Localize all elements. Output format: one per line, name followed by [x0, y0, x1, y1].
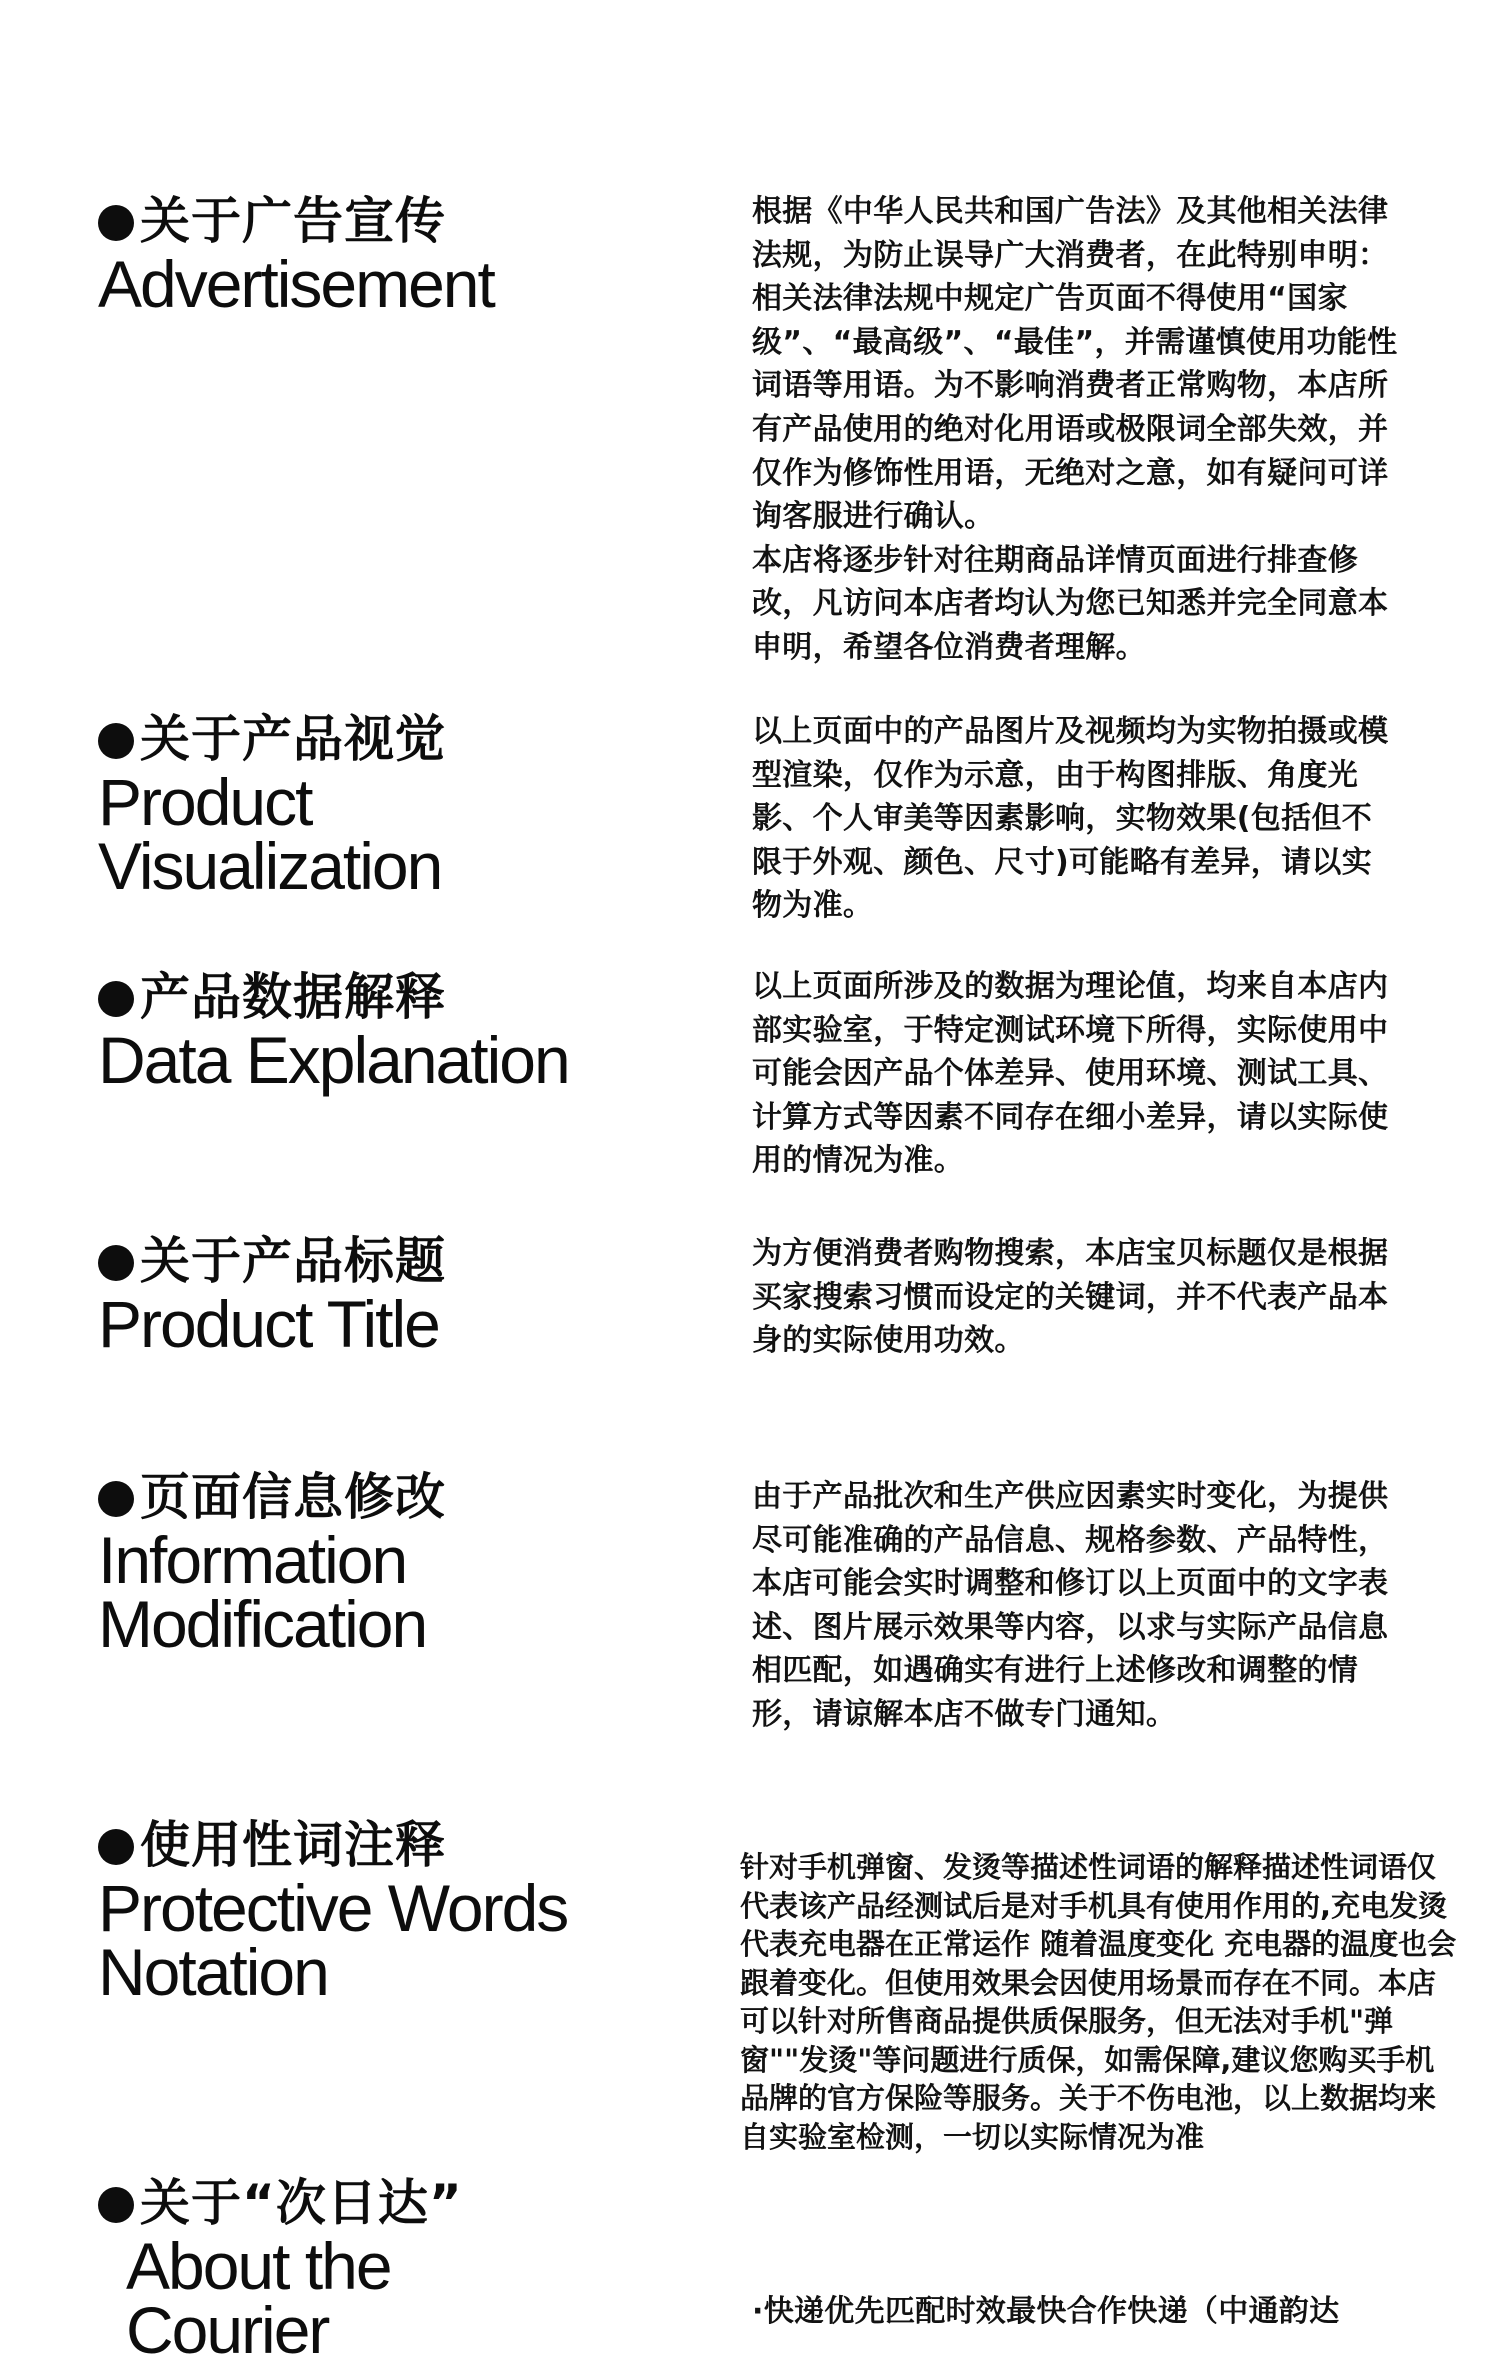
- body-paragraph: 为方便消费者购物搜索，本店宝贝标题仅是根据买家搜索习惯而设定的关键词，并不代表产品本身的实际使用功效。: [752, 1236, 1389, 1359]
- zh-title: [98, 2174, 658, 2232]
- section-body: [740, 1848, 1460, 2156]
- section-heading: [98, 710, 658, 903]
- section-heading: [98, 1468, 658, 1661]
- zh-title: [98, 1468, 658, 1526]
- bullet-dot-icon: [98, 2187, 134, 2223]
- zh-title-text: 页面信息修改: [140, 1468, 446, 1526]
- en-title: Protective Words Notation: [98, 1871, 568, 2009]
- zh-title: [98, 1232, 658, 1290]
- section-heading: [98, 2174, 658, 2367]
- section-heading: [98, 968, 658, 1097]
- zh-title: [98, 968, 658, 1026]
- bullet-dot-icon: [98, 1481, 134, 1517]
- section-heading: [98, 192, 658, 321]
- body-paragraph: 由于产品批次和生产供应因素实时变化，为提供尽可能准确的产品信息、规格参数、产品特性，本店可能会实时调整和修订以上页面中的文字表述、图片展示效果等内容，以求与实际产品信息相匹配，如遇确实有进行上述修改和调整的情形，请谅解本店不做专门通知。: [752, 1479, 1389, 1732]
- zh-title-text: 产品数据解释: [140, 968, 446, 1026]
- section-body: [752, 1232, 1402, 1363]
- en-title: Product Visualization: [98, 765, 442, 903]
- en-title: About the Courier: [126, 2229, 391, 2367]
- body-paragraph: 针对手机弹窗、发烫等描述性词语的解释描述性词语仅代表该产品经测试后是对手机具有使用作用的,充电发烫代表充电器在正常运作 随着温度变化 充电器的温度也会跟着变化。但使用效果会因使用场景而存在不同。本店可以针对所售商品提供质保服务，但无法对手机"弹窗""发烫"等问题进行质保，如需保障,建议您购买手机品牌的官方保险等服务。关于不伤电池，以上数据均来自实验室检测，一切以实际情况为准: [740, 1850, 1457, 2154]
- zh-title: [98, 192, 658, 250]
- section-body: [752, 1475, 1402, 1737]
- bullet-dot-icon: [98, 205, 134, 241]
- en-title: Data Explanation: [98, 1023, 569, 1097]
- section-body: [752, 190, 1402, 670]
- body-paragraph: 根据《中华人民共和国广告法》及其他相关法律法规，为防止误导广大消费者，在此特别申明：相关法律法规中规定广告页面不得使用“国家级”、“最高级”、“最佳”，并需谨慎使用功能性词语等用语。为不影响消费者正常购物，本店所有产品使用的绝对化用语或极限词全部失效，并仅作为修饰性用语，无绝对之意，如有疑问可详询客服进行确认。: [752, 194, 1398, 535]
- zh-title-text: 使用性词注释: [140, 1816, 446, 1874]
- zh-title-text: 关于广告宣传: [140, 192, 446, 250]
- zh-title: [98, 710, 658, 768]
- zh-title-text: 关于产品标题: [140, 1232, 446, 1290]
- en-title: Advertisement: [98, 247, 494, 321]
- section-heading: [98, 1232, 658, 1361]
- zh-title-text: 关于产品视觉: [140, 710, 446, 768]
- en-title: Information Modification: [98, 1523, 427, 1661]
- body-paragraph: ·快递优先匹配时效最快合作快递（中通韵达: [752, 2294, 1340, 2329]
- bullet-dot-icon: [98, 723, 134, 759]
- zh-title-text: 关于“次日达”: [140, 2174, 463, 2232]
- body-paragraph: 以上页面中的产品图片及视频均为实物拍摄或模型渲染，仅作为示意，由于构图排版、角度光影、个人审美等因素影响，实物效果(包括但不限于外观、颜色、尺寸)可能略有差异，请以实物为准。: [752, 714, 1389, 924]
- section-body: [752, 965, 1402, 1183]
- zh-title: [98, 1816, 658, 1874]
- bullet-dot-icon: [98, 981, 134, 1017]
- bullet-dot-icon: [98, 1829, 134, 1865]
- en-title: Product Title: [98, 1287, 439, 1361]
- bullet-dot-icon: [98, 1245, 134, 1281]
- section-heading: [98, 1816, 658, 2009]
- section-body: [752, 710, 1402, 928]
- body-paragraph: 本店将逐步针对往期商品详情页面进行排查修改，凡访问本店者均认为您已知悉并完全同意本申明，希望各位消费者理解。: [752, 542, 1389, 665]
- body-paragraph: 以上页面所涉及的数据为理论值，均来自本店内部实验室，于特定测试环境下所得，实际使用中可能会因产品个体差异、使用环境、测试工具、计算方式等因素不同存在细小差异，请以实际使用的情况为准。: [752, 969, 1389, 1179]
- section-body: [752, 2290, 1402, 2334]
